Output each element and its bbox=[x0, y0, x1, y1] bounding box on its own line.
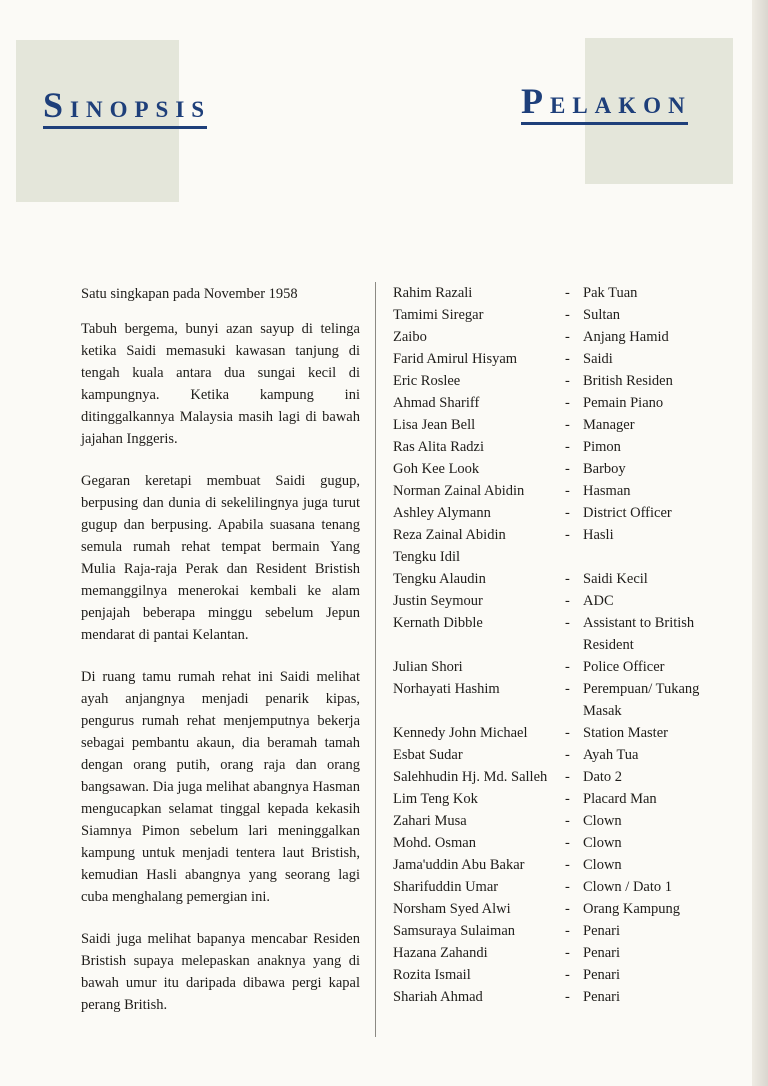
cast-role-text: Manager bbox=[583, 417, 635, 433]
cast-role bbox=[561, 898, 728, 920]
cast-dash: - bbox=[565, 791, 570, 807]
cast-role-text: Ayah Tua bbox=[583, 747, 639, 763]
cast-role-text: Hasman bbox=[583, 483, 631, 499]
cast-dash: - bbox=[565, 351, 570, 367]
cast-actor-name: Zaibo bbox=[393, 329, 427, 345]
cast-dash: - bbox=[565, 285, 570, 301]
cast-actor-name: Ahmad Shariff bbox=[393, 395, 480, 411]
cast-role-text: Penari bbox=[583, 945, 621, 961]
cast-role-text: Pimon bbox=[583, 439, 621, 455]
cast-role-text: Dato 2 bbox=[583, 769, 623, 785]
synopsis-paragraph: Tabuh bergema, bunyi azan sayup di telinga ketika Saidi memasuki kawasan tanjung di tengah kuala antara dua sungai kecil di kampungnya. Ketika kampung ini ditinggalkannya Malaysia masih lagi di bawah jajahan Inggeris. bbox=[81, 321, 360, 447]
cast-role bbox=[561, 502, 728, 524]
cast-role bbox=[561, 568, 728, 590]
cast-row bbox=[393, 480, 728, 502]
cast-role-text: Sultan bbox=[583, 307, 621, 323]
cast-heading-rest: ELAKON bbox=[550, 93, 692, 118]
cast-dash: - bbox=[565, 747, 570, 763]
cast-row bbox=[393, 986, 728, 1008]
cast-dash: - bbox=[565, 835, 570, 851]
cast-list bbox=[393, 282, 728, 1008]
cast-row bbox=[393, 854, 728, 876]
cast-actor-name: Rahim Razali bbox=[393, 285, 473, 301]
cast-row bbox=[393, 810, 728, 832]
cast-dash: - bbox=[565, 505, 570, 521]
cast-row bbox=[393, 436, 728, 458]
cast-role bbox=[561, 832, 728, 854]
cast-role bbox=[561, 458, 728, 480]
cast-role-text: ADC bbox=[583, 593, 614, 609]
cast-row bbox=[393, 898, 728, 920]
cast-role bbox=[561, 392, 728, 414]
cast-actor-name: Rozita Ismail bbox=[393, 967, 471, 983]
cast-dash: - bbox=[565, 373, 570, 389]
cast-row bbox=[393, 876, 728, 898]
cast-row bbox=[393, 370, 728, 392]
cast-row bbox=[393, 678, 728, 722]
cast-dash: - bbox=[565, 945, 570, 961]
cast-actor-name: Mohd. Osman bbox=[393, 835, 476, 851]
cast-dash: - bbox=[565, 483, 570, 499]
cast-actor-name: Hazana Zahandi bbox=[393, 945, 488, 961]
cast-role-text: Barboy bbox=[583, 461, 626, 477]
cast-row bbox=[393, 766, 728, 788]
cast-dash: - bbox=[565, 527, 570, 543]
cast-role-text: Clown bbox=[583, 813, 622, 829]
cast-dash: - bbox=[565, 681, 570, 697]
cast-role-text: Perempuan/ Tukang Masak bbox=[583, 681, 700, 719]
cast-role bbox=[561, 876, 728, 898]
cast-dash: - bbox=[565, 769, 570, 785]
cast-role bbox=[561, 986, 728, 1008]
cast-role-text: Clown / Dato 1 bbox=[583, 879, 673, 895]
cast-actor-name: Salehhudin Hj. Md. Salleh bbox=[393, 769, 548, 785]
cast-dash: - bbox=[565, 307, 570, 323]
cast-row bbox=[393, 744, 728, 766]
cast-role bbox=[561, 282, 728, 304]
cast-dash: - bbox=[565, 813, 570, 829]
cast-heading-initial: P bbox=[521, 81, 550, 121]
cast-actor-name: Samsuraya Sulaiman bbox=[393, 923, 516, 939]
cast-role-text: British Residen bbox=[583, 373, 673, 389]
cast-actor-name: Tengku Alaudin bbox=[393, 571, 486, 587]
cast-dash: - bbox=[565, 659, 570, 675]
cast-role bbox=[561, 810, 728, 832]
cast-row bbox=[393, 920, 728, 942]
synopsis-heading-initial: S bbox=[43, 85, 71, 125]
cast-actor-name: Ashley Alymann bbox=[393, 505, 491, 521]
cast-role bbox=[561, 524, 728, 546]
cast-role bbox=[561, 326, 728, 348]
cast-role bbox=[561, 612, 728, 656]
cast-dash: - bbox=[565, 417, 570, 433]
cast-actor-name: Lim Teng Kok bbox=[393, 791, 478, 807]
cast-role-text: Assistant to British Resident bbox=[583, 615, 695, 653]
cast-role-text: Clown bbox=[583, 857, 622, 873]
cast-role bbox=[561, 304, 728, 326]
cast-row bbox=[393, 722, 728, 744]
cast-role-text: Clown bbox=[583, 835, 622, 851]
cast-role-text: Saidi bbox=[583, 351, 613, 367]
cast-role-text: Police Officer bbox=[583, 659, 665, 675]
cast-role-text: Orang Kampung bbox=[583, 901, 681, 917]
cast-row bbox=[393, 612, 728, 656]
cast-actor-name: Farid Amirul Hisyam bbox=[393, 351, 518, 367]
cast-dash: - bbox=[565, 615, 570, 631]
cast-actor-name: Lisa Jean Bell bbox=[393, 417, 476, 433]
cast-role-text: Saidi Kecil bbox=[583, 571, 648, 587]
cast-actor-name: Goh Kee Look bbox=[393, 461, 480, 477]
cast-actor-name: Norsham Syed Alwi bbox=[393, 901, 511, 917]
column-divider bbox=[375, 282, 376, 1037]
cast-dash: - bbox=[565, 901, 570, 917]
cast-actor-name: Kennedy John Michael bbox=[393, 725, 528, 741]
cast-actor-name: Norhayati Hashim bbox=[393, 681, 500, 697]
synopsis-heading-underline bbox=[43, 126, 207, 129]
cast-actor-name: Shariah Ahmad bbox=[393, 989, 483, 1005]
cast-actor-name: Jama'uddin Abu Bakar bbox=[393, 857, 525, 873]
cast-dash: - bbox=[565, 395, 570, 411]
cast-dash: - bbox=[565, 989, 570, 1005]
cast-dash: - bbox=[565, 329, 570, 345]
cast-row bbox=[393, 590, 728, 612]
cast-actor-name: Tengku Idil bbox=[393, 549, 461, 565]
cast-role bbox=[561, 370, 728, 392]
cast-row bbox=[393, 458, 728, 480]
cast-role bbox=[561, 678, 728, 722]
cast-heading-underline bbox=[521, 122, 688, 125]
cast-row bbox=[393, 524, 728, 546]
cast-role bbox=[561, 546, 728, 568]
cast-row bbox=[393, 656, 728, 678]
cast-actor-name: Reza Zainal Abidin bbox=[393, 527, 506, 543]
cast-role bbox=[561, 942, 728, 964]
cast-dash: - bbox=[565, 461, 570, 477]
cast-row bbox=[393, 568, 728, 590]
cast-role-text: Placard Man bbox=[583, 791, 657, 807]
cast-role bbox=[561, 656, 728, 678]
cast-actor-name: Julian Shori bbox=[393, 659, 463, 675]
cast-row bbox=[393, 282, 728, 304]
cast-dash: - bbox=[565, 725, 570, 741]
cast-actor-name: Kernath Dibble bbox=[393, 615, 483, 631]
synopsis-paragraph: Saidi juga melihat bapanya mencabar Residen Bristish supaya melepaskan anaknya yang di bawah umur itu daripada dibawa pergi kapal perang British. bbox=[81, 931, 360, 1013]
cast-role bbox=[561, 964, 728, 986]
cast-role-text: Anjang Hamid bbox=[583, 329, 669, 345]
cast-row bbox=[393, 546, 728, 568]
cast-role bbox=[561, 436, 728, 458]
cast-row bbox=[393, 502, 728, 524]
synopsis-paragraph: Di ruang tamu rumah rehat ini Saidi melihat ayah anjangnya menjadi penarik kipas, pengurus rumah rehat menjemputnya bekerja sebagai pembantu akaun, dia beramah tamah dengan orang putih, orang raja dan orang bangsawan. Dia juga melihat abangnya Hasman mengucapkan selamat tinggal kepada kekasih Siamnya Pimon sebelum lari meninggalkan kampung untuk menjadi tentera laut Bristish, kemudian Hasli abangnya yang seorang lagi cuba menghalang pemergian ini. bbox=[81, 669, 360, 905]
cast-actor-name: Zahari Musa bbox=[393, 813, 467, 829]
cast-row bbox=[393, 788, 728, 810]
synopsis-heading bbox=[43, 85, 212, 125]
cast-role bbox=[561, 590, 728, 612]
cast-dash: - bbox=[565, 857, 570, 873]
synopsis-paragraph: Satu singkapan pada November 1958 bbox=[81, 286, 298, 302]
cast-role-text: Penari bbox=[583, 967, 621, 983]
cast-dash: - bbox=[565, 439, 570, 455]
cast-row bbox=[393, 326, 728, 348]
cast-row bbox=[393, 964, 728, 986]
cast-actor-name: Tamimi Siregar bbox=[393, 307, 484, 323]
synopsis-paragraph: Gegaran keretapi membuat Saidi gugup, berpusing dan dunia di sekelilingnya juga turut gugup dan berpusing. Apabila suasana tenang semula rumah rehat tempat bermain Yang Mulia Raja-raja Perak dan Resident Bristish memanggilnya menerokai kembali ke alam penjajah beberapa minggu sebelum Jepun mendarat di pantai Kelantan. bbox=[81, 473, 360, 643]
cast-role bbox=[561, 920, 728, 942]
cast-role-text: Station Master bbox=[583, 725, 668, 741]
cast-actor-name: Sharifuddin Umar bbox=[393, 879, 499, 895]
cast-dash: - bbox=[565, 571, 570, 587]
synopsis-text bbox=[81, 283, 360, 1036]
cast-dash: - bbox=[565, 967, 570, 983]
cast-actor-name: Esbat Sudar bbox=[393, 747, 463, 763]
cast-actor-name: Justin Seymour bbox=[393, 593, 483, 609]
cast-dash: - bbox=[565, 593, 570, 609]
cast-role bbox=[561, 854, 728, 876]
cast-row bbox=[393, 832, 728, 854]
cast-role bbox=[561, 788, 728, 810]
cast-role bbox=[561, 480, 728, 502]
cast-role-text: District Officer bbox=[583, 505, 672, 521]
cast-role-text: Penari bbox=[583, 923, 621, 939]
cast-role bbox=[561, 744, 728, 766]
cast-heading bbox=[521, 81, 692, 121]
cast-row bbox=[393, 392, 728, 414]
cast-role-text: Penari bbox=[583, 989, 621, 1005]
synopsis-heading-rest: INOPSIS bbox=[70, 97, 212, 122]
cast-role-text: Pemain Piano bbox=[583, 395, 664, 411]
cast-actor-name: Eric Roslee bbox=[393, 373, 461, 389]
cast-dash: - bbox=[565, 923, 570, 939]
cast-row bbox=[393, 348, 728, 370]
cast-role-text: Pak Tuan bbox=[583, 285, 638, 301]
cast-role bbox=[561, 348, 728, 370]
cast-row bbox=[393, 304, 728, 326]
cast-actor-name: Norman Zainal Abidin bbox=[393, 483, 525, 499]
cast-role-text: Hasli bbox=[583, 527, 614, 543]
cast-role bbox=[561, 722, 728, 744]
cast-actor-name: Ras Alita Radzi bbox=[393, 439, 485, 455]
page-edge bbox=[752, 0, 768, 1086]
cast-role bbox=[561, 414, 728, 436]
cast-row bbox=[393, 942, 728, 964]
cast-row bbox=[393, 414, 728, 436]
cast-dash: - bbox=[565, 879, 570, 895]
cast-role bbox=[561, 766, 728, 788]
